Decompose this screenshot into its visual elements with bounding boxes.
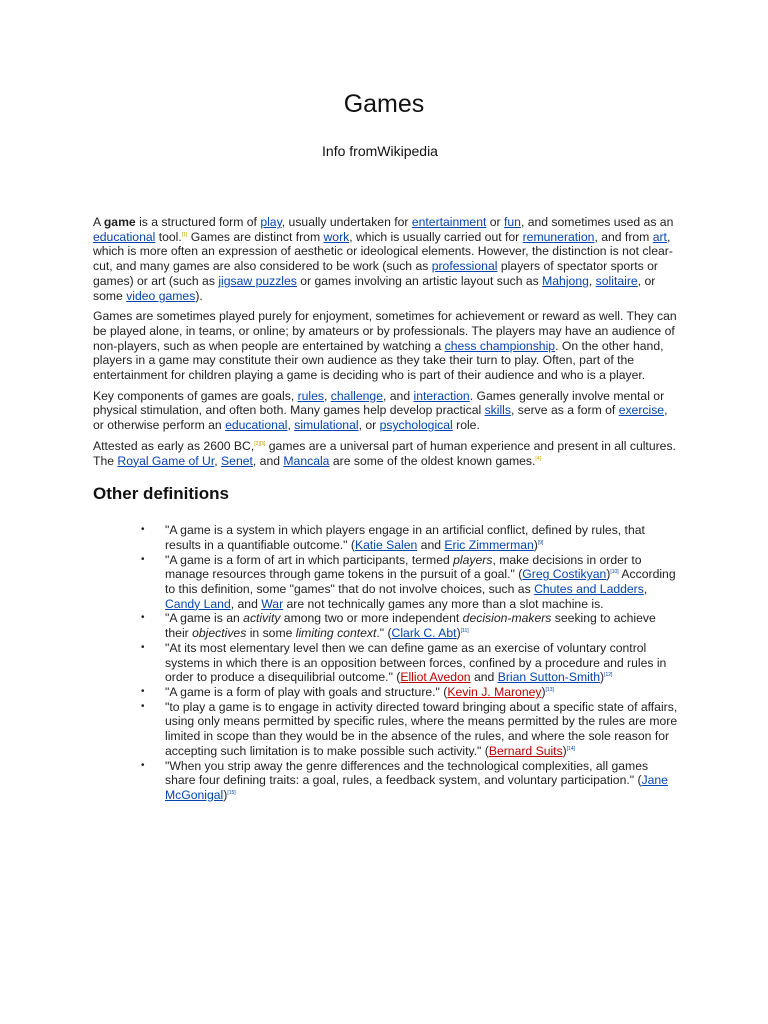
- text: and: [417, 537, 445, 552]
- link-art[interactable]: art: [652, 229, 667, 244]
- citation[interactable]: [11]: [460, 628, 469, 635]
- link-royal-game-of-ur[interactable]: Royal Game of Ur: [117, 453, 215, 468]
- text: . Games generally involve mental or physical stimulation, and often both. Many games help develop practical: [93, 388, 665, 418]
- text: , and from: [594, 229, 653, 244]
- text: are not technically games any more than a slot machine is.: [283, 596, 604, 611]
- text: "A game is a form of play with goals and structure." (: [165, 684, 448, 699]
- citation[interactable]: [10]: [610, 569, 619, 576]
- text: , which is more often an expression of aesthetic or ideological elements. However, the distinction is not clear-cut, and many games are also considered to be work (such as: [93, 229, 673, 274]
- link-educational[interactable]: educational: [225, 418, 288, 433]
- list-item: [165, 611, 679, 640]
- text: or games involving an artistic layout such as: [296, 273, 543, 288]
- text: role.: [452, 418, 480, 433]
- text: Key components of games are goals,: [93, 388, 298, 403]
- text: , serve as a form of: [510, 403, 619, 418]
- paragraph-history: [93, 439, 679, 468]
- text: "A game is a form of art in which participants, termed: [165, 552, 454, 567]
- citation[interactable]: [15]: [227, 789, 236, 796]
- text: Games are sometimes played purely for enjoyment, sometimes for achievement or reward as well. They can be played alone, in teams, or online; by amateurs or by professionals. The players may have an audience of non-players, such as when people are entertained by watching a: [93, 309, 677, 353]
- text: ): [223, 787, 228, 802]
- paragraph-components: [93, 389, 679, 433]
- text: , and: [382, 388, 414, 403]
- link-video-games[interactable]: video games: [126, 288, 196, 303]
- text: , usually undertaken for: [281, 215, 412, 229]
- link-mahjong[interactable]: Mahjong: [542, 273, 589, 288]
- text: and: [470, 670, 498, 685]
- link-katie-salen[interactable]: Katie Salen: [354, 537, 418, 552]
- citation[interactable]: [1]: [181, 231, 188, 238]
- text: Games are distinct from: [187, 229, 324, 244]
- link-jane-mcgonigal[interactable]: Jane McGonigal: [165, 773, 668, 802]
- text: "At its most elementary level then we can define game as an exercise of voluntary control systems in which there is an opposition between forces, confined by a procedure and rules in order to produce a disequilibrial outcome." (: [165, 640, 667, 685]
- link-eric-zimmerman[interactable]: Eric Zimmerman: [444, 537, 534, 552]
- link-professional[interactable]: professional: [431, 259, 498, 274]
- article-body: [93, 215, 679, 803]
- link-jigsaw-puzzles[interactable]: jigsaw puzzles: [218, 273, 297, 288]
- text: "A game is a system in which players engage in an artificial conflict, defined by rules, that results in a quantifiable outcome." (: [165, 523, 645, 552]
- link-solitaire[interactable]: solitaire: [595, 273, 638, 288]
- text: , or otherwise perform an: [93, 403, 668, 433]
- text: "to play a game is to engage in activity directed toward bringing about a specific state of affairs, using only means permitted by specific rules, where the means permitted by the rules are more limited in scope than they would be in the absence of the rules, and where the sole reason for accepting such limitation is to make possible such activity." (: [165, 699, 678, 758]
- link-interaction[interactable]: interaction: [413, 388, 470, 403]
- text: ,: [287, 418, 295, 433]
- list-item: [165, 700, 679, 759]
- link-candy-land[interactable]: Candy Land: [165, 596, 231, 611]
- text: ,: [588, 273, 596, 288]
- list-item: [165, 641, 679, 685]
- text: ,: [643, 582, 648, 597]
- text: ): [562, 743, 567, 758]
- text: ): [600, 670, 605, 685]
- link-remuneration[interactable]: remuneration: [522, 229, 595, 244]
- text: , and: [230, 596, 262, 611]
- italic-text: activity: [243, 611, 281, 626]
- list-item: [165, 685, 679, 700]
- text: , and sometimes used as an: [520, 215, 674, 229]
- link-kevin-j-maroney[interactable]: Kevin J. Maroney: [447, 684, 542, 699]
- list-item: [165, 523, 679, 552]
- page-title: Games: [343, 90, 425, 118]
- citation[interactable]: [14]: [566, 745, 576, 752]
- citation[interactable]: [12]: [604, 672, 613, 679]
- paragraph-intro: [93, 215, 679, 303]
- link-work[interactable]: work: [323, 229, 350, 244]
- citation[interactable]: [4]: [535, 455, 541, 462]
- link-war[interactable]: War: [261, 596, 284, 611]
- link-psychological[interactable]: psychological: [379, 418, 453, 433]
- citation[interactable]: [9]: [537, 539, 544, 546]
- link-skills[interactable]: skills: [484, 403, 511, 418]
- link-chess-championship[interactable]: chess championship: [444, 338, 556, 353]
- definitions-list: [93, 523, 679, 802]
- text: "A game is an: [165, 611, 244, 626]
- link-challenge[interactable]: challenge: [330, 388, 383, 403]
- italic-text: decision-makers: [462, 611, 552, 626]
- text: ): [606, 567, 611, 582]
- link-exercise[interactable]: exercise: [618, 403, 665, 418]
- citation[interactable]: [13]: [545, 686, 554, 693]
- text: According to this definition, some "games" that do not involve choices, such as: [165, 567, 676, 597]
- link-greg-costikyan[interactable]: Greg Costikyan: [522, 567, 607, 582]
- link-entertainment[interactable]: entertainment: [411, 215, 487, 229]
- italic-text: limiting context: [295, 626, 377, 641]
- link-fun[interactable]: fun: [503, 215, 521, 229]
- text: ): [533, 537, 538, 552]
- link-mancala[interactable]: Mancala: [283, 453, 330, 468]
- text: ,: [324, 388, 331, 403]
- link-bernard-suits[interactable]: Bernard Suits: [488, 743, 563, 758]
- text: ): [541, 684, 546, 699]
- text: in some: [246, 626, 296, 641]
- italic-text: objectives: [192, 626, 247, 641]
- link-rules[interactable]: rules: [297, 388, 325, 403]
- text: , or: [358, 418, 380, 433]
- text: players of spectator sports or games) or art (such as: [93, 259, 658, 288]
- text: Attested as early as 2600 BC,: [93, 438, 255, 453]
- page-subtitle: Info fromWikipedia: [322, 143, 438, 159]
- text: "When you strip away the genre differences and the technological complexities, all games share four defining traits: a goal, rules, a feedback system, and voluntary participation." (: [165, 758, 649, 788]
- link-educational[interactable]: educational: [93, 229, 156, 244]
- text: or: [486, 215, 504, 229]
- citation[interactable]: [2][3]: [254, 440, 266, 447]
- text: ).: [195, 288, 203, 303]
- text: tool.: [155, 229, 182, 244]
- text: ." (: [376, 626, 392, 641]
- italic-text: players: [453, 552, 493, 567]
- link-senet[interactable]: Senet: [221, 453, 253, 468]
- text: , make decisions in order to manage resources through game tokens in the pursuit of a goal." (: [165, 552, 642, 582]
- text: , and: [252, 453, 284, 468]
- text: are some of the oldest known games.: [329, 453, 536, 468]
- list-item: [165, 759, 679, 803]
- text: among two or more independent: [280, 611, 463, 626]
- link-play[interactable]: play: [260, 215, 282, 229]
- text: . On the other hand, players in a game may constitute their own audience as they take their turn to play. Often, part of the entertainment for children playing a game is deciding who is part of their audience and who is a player.: [93, 338, 664, 383]
- text: ,: [214, 453, 222, 468]
- link-chutes-and-ladders[interactable]: Chutes and Ladders: [534, 582, 644, 597]
- text: seeking to achieve their: [165, 611, 656, 641]
- link-brian-sutton-smith[interactable]: Brian Sutton-Smith: [497, 670, 600, 685]
- text: ): [456, 626, 461, 641]
- text: A: [93, 215, 104, 229]
- text: is a structured form of: [135, 215, 261, 229]
- text: , which is usually carried out for: [349, 229, 523, 244]
- link-clark-c-abt[interactable]: Clark C. Abt: [391, 626, 457, 641]
- bold-term-game: game: [103, 215, 136, 229]
- link-simulational[interactable]: simulational: [294, 418, 359, 433]
- text: games are a universal part of human experience and present in all cultures. The: [93, 438, 676, 468]
- section-heading-other-definitions: Other definitions: [93, 484, 229, 504]
- paragraph-enjoyment: [93, 309, 679, 383]
- text: , or some: [93, 273, 656, 303]
- link-elliot-avedon[interactable]: Elliot Avedon: [400, 670, 471, 685]
- list-item: [165, 553, 679, 612]
